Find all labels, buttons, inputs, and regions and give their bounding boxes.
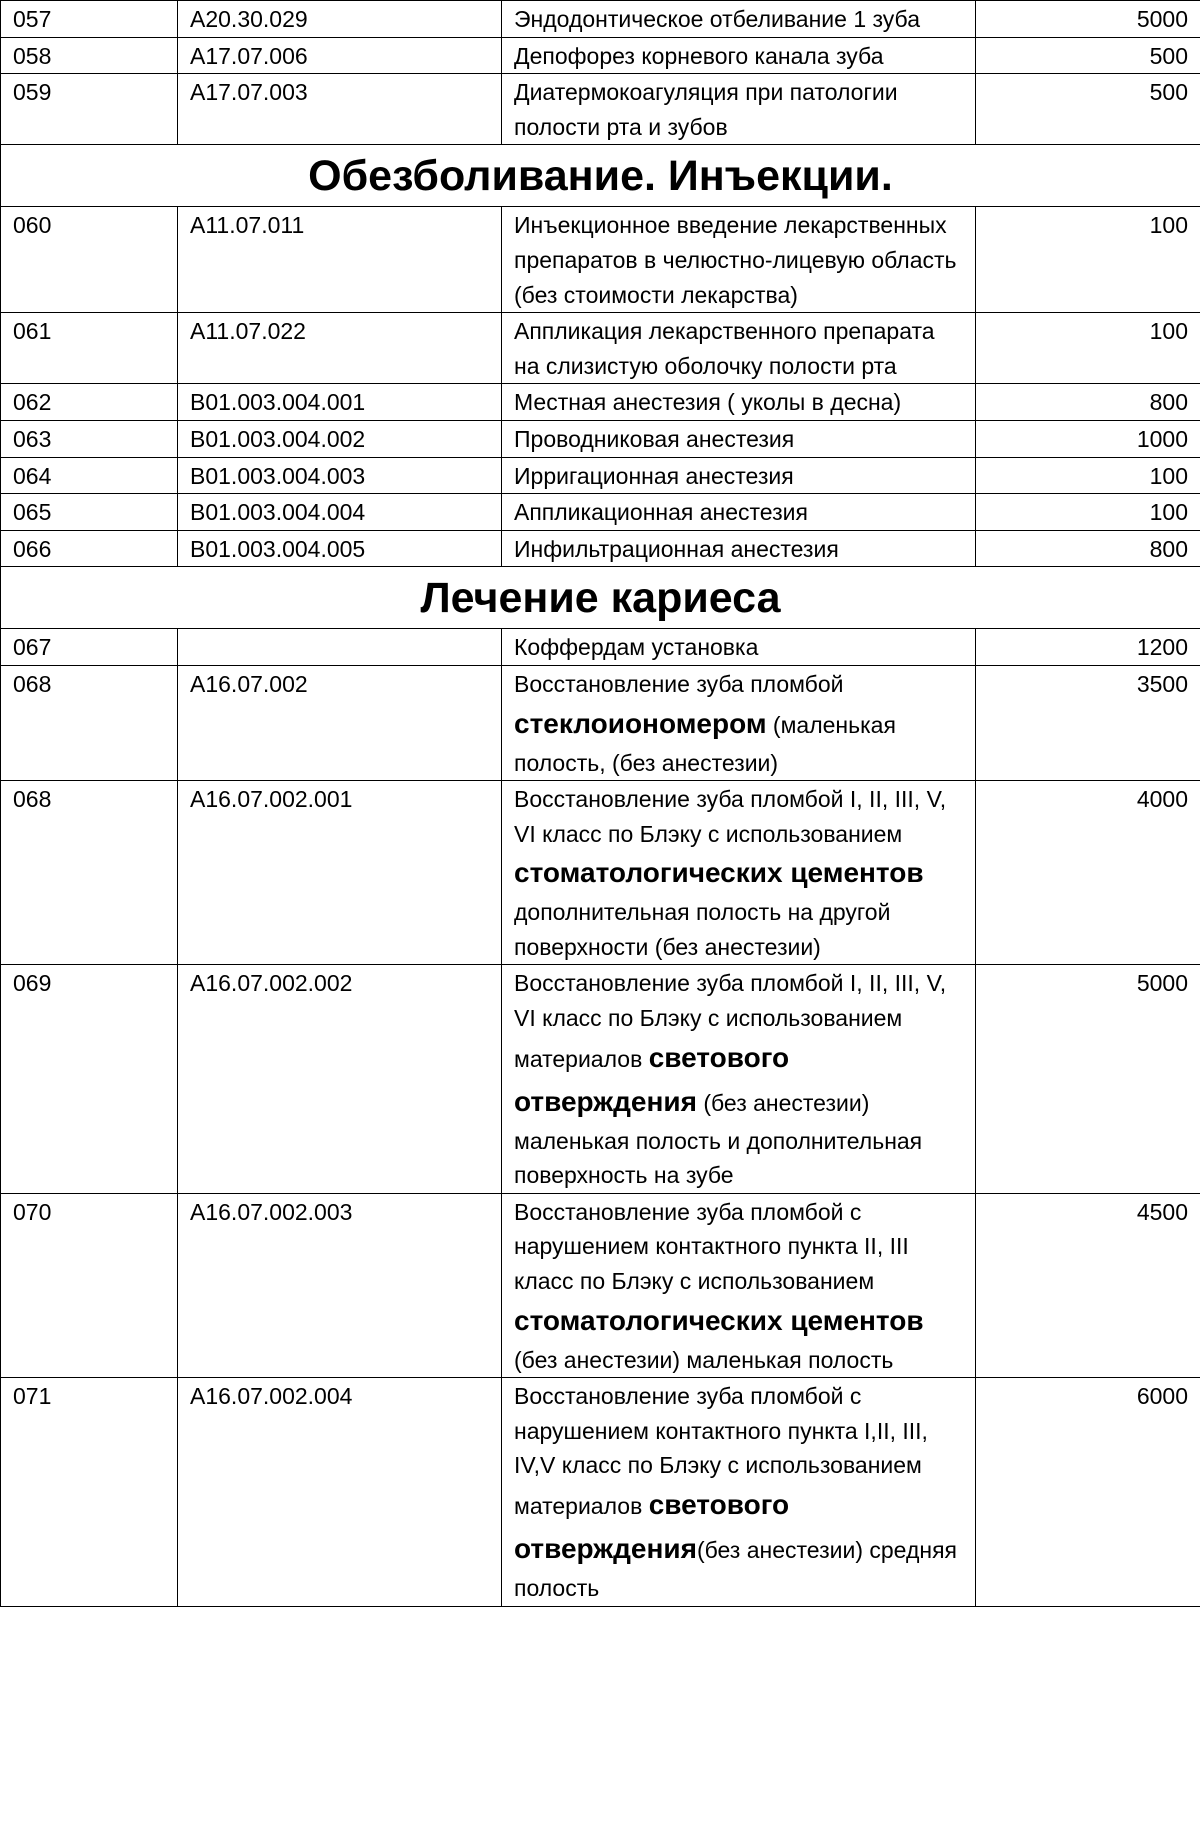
- service-price: 800: [976, 384, 1200, 421]
- service-number: 069: [1, 965, 178, 1193]
- table-row: [1, 1378, 1200, 1606]
- material-emphasis: светового отверждения: [514, 1489, 790, 1564]
- service-number: 068: [1, 665, 178, 780]
- service-description: Эндодонтическое отбеливание 1 зуба: [502, 1, 976, 38]
- service-price: 1000: [976, 420, 1200, 457]
- description-text: дополнительная полость на другой поверхности (без анестезии): [514, 899, 891, 960]
- service-description: Аппликация лекарственного препарата на слизистую оболочку полости рта: [502, 313, 976, 384]
- material-emphasis: стоматологических цементов: [514, 1304, 924, 1336]
- material-emphasis: стеклоиономером: [514, 707, 767, 739]
- table-row: [1, 965, 1200, 1193]
- service-price: 1200: [976, 629, 1200, 666]
- service-price: 100: [976, 313, 1200, 384]
- service-number: 068: [1, 781, 178, 965]
- section-title-caries: Лечение кариеса: [1, 567, 1200, 629]
- service-code: А16.07.002.004: [178, 1378, 502, 1606]
- service-code: А16.07.002.002: [178, 965, 502, 1193]
- service-description: Проводниковая анестезия: [502, 420, 976, 457]
- table-row: [1, 1, 1200, 38]
- table-row: [1, 1193, 1200, 1377]
- table-row: [1, 384, 1200, 421]
- section-header-row: [1, 567, 1200, 629]
- table-row: [1, 530, 1200, 567]
- table-row: [1, 629, 1200, 666]
- service-price: 800: [976, 530, 1200, 567]
- service-number: 064: [1, 457, 178, 494]
- service-code: А16.07.002: [178, 665, 502, 780]
- service-number: 063: [1, 420, 178, 457]
- service-number: 062: [1, 384, 178, 421]
- service-price: 100: [976, 494, 1200, 531]
- material-emphasis: светового отверждения: [514, 1041, 790, 1117]
- service-number: 059: [1, 74, 178, 145]
- table-row: [1, 665, 1200, 780]
- service-price: 4500: [976, 1193, 1200, 1377]
- service-code: А11.07.011: [178, 207, 502, 313]
- description-text: Восстановление зуба пломбой I, II, III, V, VI класс по Блэку с использованием материалов: [514, 970, 947, 1072]
- description-text: (без анестезии) средняя полость: [514, 1537, 957, 1601]
- service-number: 065: [1, 494, 178, 531]
- service-price: 4000: [976, 781, 1200, 965]
- table-row: [1, 37, 1200, 74]
- service-description: Инфильтрационная анестезия: [502, 530, 976, 567]
- service-code: В01.003.004.002: [178, 420, 502, 457]
- service-code: В01.003.004.001: [178, 384, 502, 421]
- service-description: Местная анестезия ( уколы в десна): [502, 384, 976, 421]
- service-number: 060: [1, 207, 178, 313]
- service-code: А16.07.002.001: [178, 781, 502, 965]
- service-price: 100: [976, 457, 1200, 494]
- table-row: [1, 457, 1200, 494]
- description-text: Восстановление зуба пломбой I, II, III, V, VI класс по Блэку с использованием: [514, 786, 947, 847]
- service-price: 100: [976, 207, 1200, 313]
- table-row: [1, 494, 1200, 531]
- price-list-body: [1, 1, 1200, 1607]
- service-code: А11.07.022: [178, 313, 502, 384]
- service-code: [178, 629, 502, 666]
- service-price: 500: [976, 37, 1200, 74]
- service-code: В01.003.004.003: [178, 457, 502, 494]
- service-description: [502, 1378, 976, 1606]
- service-description: Депофорез корневого канала зуба: [502, 37, 976, 74]
- service-number: 070: [1, 1193, 178, 1377]
- service-code: А17.07.003: [178, 74, 502, 145]
- service-price: 3500: [976, 665, 1200, 780]
- description-text: (без анестезии) маленькая полость: [514, 1346, 894, 1373]
- service-description: Инъекционное введение лекарственных препаратов в челюстно-лицевую область (без стоимости лекарства): [502, 207, 976, 313]
- table-row: [1, 781, 1200, 965]
- service-description: Ирригационная анестезия: [502, 457, 976, 494]
- service-number: 071: [1, 1378, 178, 1606]
- service-number: 066: [1, 530, 178, 567]
- service-description: Аппликационная анестезия: [502, 494, 976, 531]
- service-description: Диатермокоагуляция при патологии полости рта и зубов: [502, 74, 976, 145]
- description-text: Восстановление зуба пломбой: [514, 670, 844, 697]
- service-price: 6000: [976, 1378, 1200, 1606]
- service-description: [502, 781, 976, 965]
- table-row: [1, 313, 1200, 384]
- service-number: 058: [1, 37, 178, 74]
- service-code: В01.003.004.004: [178, 494, 502, 531]
- description-text: (маленькая полость, (без анестезии): [514, 711, 896, 776]
- service-price: 5000: [976, 965, 1200, 1193]
- description-text: Восстановление зуба пломбой с нарушением контактного пункта I,II, III, IV,V класс по Блэку с использованием материалов: [514, 1383, 928, 1519]
- service-price: 500: [976, 74, 1200, 145]
- section-header-row: [1, 145, 1200, 207]
- service-code: А17.07.006: [178, 37, 502, 74]
- service-description: [502, 665, 976, 780]
- service-price: 5000: [976, 1, 1200, 38]
- description-text: Восстановление зуба пломбой с нарушением контактного пункта II, III класс по Блэку с использованием: [514, 1198, 909, 1295]
- table-row: [1, 74, 1200, 145]
- service-description: [502, 1193, 976, 1377]
- service-description: [502, 965, 976, 1193]
- service-description: Коффердам установка: [502, 629, 976, 666]
- service-code: В01.003.004.005: [178, 530, 502, 567]
- service-number: 057: [1, 1, 178, 38]
- table-row: [1, 420, 1200, 457]
- service-number: 061: [1, 313, 178, 384]
- service-code: А20.30.029: [178, 1, 502, 38]
- service-number: 067: [1, 629, 178, 666]
- service-code: А16.07.002.003: [178, 1193, 502, 1377]
- material-emphasis: стоматологических цементов: [514, 857, 924, 889]
- table-row: [1, 207, 1200, 313]
- description-text: (без анестезии) маленькая полость и дополнительная поверхность на зубе: [514, 1089, 923, 1189]
- section-title-anesthesia: Обезболивание. Инъекции.: [1, 145, 1200, 207]
